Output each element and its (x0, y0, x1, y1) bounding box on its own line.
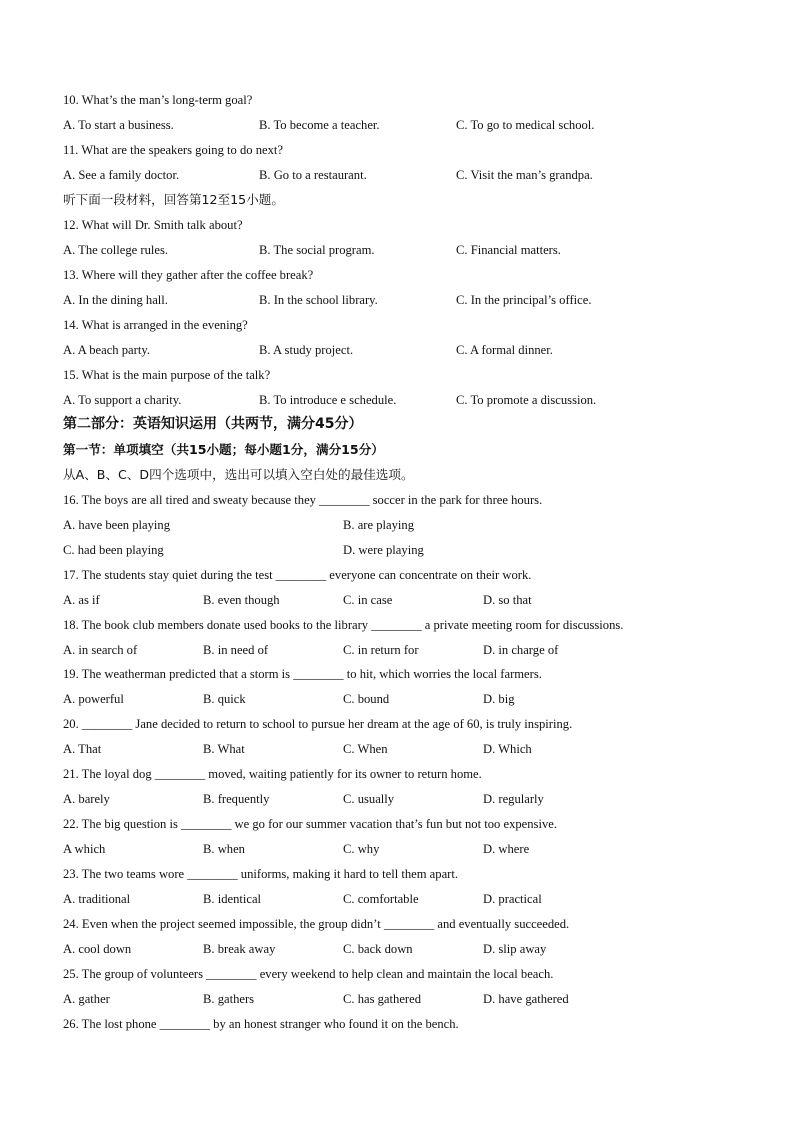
question-11-stem: 11. What are the speakers going to do next? (63, 143, 283, 157)
question-17-option-c: C. in case (343, 593, 393, 607)
question-25-stem: 25. The group of volunteers ________ every weekend to help clean and maintain the local beach. (63, 967, 554, 981)
question-25-option-a: A. gather (63, 992, 110, 1006)
question-23-option-c: C. comfortable (343, 892, 419, 906)
question-25-option-b: B. gathers (203, 992, 255, 1006)
question-16-option-d: D. were playing (343, 543, 424, 557)
question-14-option-b: B. A study project. (259, 343, 354, 357)
question-18-option-d: D. in charge of (483, 643, 559, 657)
question-14-option-a: A. A beach party. (63, 343, 150, 357)
question-22-option-a: A which (63, 842, 106, 856)
question-25-option-c: C. has gathered (343, 992, 421, 1006)
question-16-stem: 16. The boys are all tired and sweaty because they ________ soccer in the park for three hours. (63, 493, 543, 507)
question-15-option-a: A. To support a charity. (63, 393, 182, 407)
section-1-instruction: 从A、B、C、D四个选项中，选出可以填入空白处的最佳选项。 (63, 467, 414, 482)
question-11-option-a: A. See a family doctor. (63, 168, 180, 182)
question-18-stem: 18. The book club members donate used books to the library ________ a private meeting room for discussions. (63, 618, 624, 632)
question-26-stem: 26. The lost phone ________ by an honest stranger who found it on the bench. (63, 1017, 459, 1031)
question-20-option-b: B. What (203, 742, 245, 756)
question-16-option-c: C. had been playing (63, 543, 164, 557)
question-12-option-b: B. The social program. (259, 243, 375, 257)
part-2-heading: 第二部分：英语知识运用（共两节，满分45分） (63, 416, 363, 432)
question-19-option-b: B. quick (203, 692, 246, 706)
question-20-stem: 20. ________ Jane decided to return to school to pursue her dream at the age of 60, is truly inspiring. (63, 717, 573, 731)
question-20-option-a: A. That (63, 742, 102, 756)
question-22-stem: 22. The big question is ________ we go for our summer vacation that’s fun but not too expensive. (63, 817, 557, 831)
question-24-option-c: C. back down (343, 942, 413, 956)
question-17-option-b: B. even though (203, 593, 280, 607)
question-23-option-b: B. identical (203, 892, 262, 906)
question-12-option-a: A. The college rules. (63, 243, 169, 257)
question-23-stem: 23. The two teams wore ________ uniforms, making it hard to tell them apart. (63, 867, 458, 881)
question-19-option-d: D. big (483, 692, 515, 706)
question-12-option-c: C. Financial matters. (456, 243, 561, 257)
question-22-option-d: D. where (483, 842, 530, 856)
question-25-option-d: D. have gathered (483, 992, 569, 1006)
question-18-option-c: C. in return for (343, 643, 419, 657)
question-10-stem: 10. What’s the man’s long-term goal? (63, 93, 253, 107)
question-19-stem: 19. The weatherman predicted that a storm is ________ to hit, which worries the local farmers. (63, 667, 542, 681)
question-15-stem: 15. What is the main purpose of the talk? (63, 368, 271, 382)
question-24-option-d: D. slip away (483, 942, 547, 956)
question-18-option-b: B. in need of (203, 643, 269, 657)
question-13-option-a: A. In the dining hall. (63, 293, 168, 307)
question-15-option-b: B. To introduce e schedule. (259, 393, 397, 407)
question-14-option-c: C. A formal dinner. (456, 343, 553, 357)
question-20-option-c: C. When (343, 742, 388, 756)
question-16-option-a: A. have been playing (63, 518, 171, 532)
question-13-stem: 13. Where will they gather after the coffee break? (63, 268, 314, 282)
question-11-option-b: B. Go to a restaurant. (259, 168, 367, 182)
question-21-option-c: C. usually (343, 792, 395, 806)
question-22-option-c: C. why (343, 842, 380, 856)
question-14-stem: 14. What is arranged in the evening? (63, 318, 248, 332)
question-17-option-a: A. as if (63, 593, 100, 607)
question-21-stem: 21. The loyal dog ________ moved, waiting patiently for its owner to return home. (63, 767, 482, 781)
section-1-heading: 第一节：单项填空（共15小题；每小题1分，满分15分） (63, 442, 384, 457)
question-23-option-d: D. practical (483, 892, 542, 906)
question-18-option-a: A. in search of (63, 643, 138, 657)
question-10-option-c: C. To go to medical school. (456, 118, 595, 132)
question-10-option-b: B. To become a teacher. (259, 118, 380, 132)
question-12-stem: 12. What will Dr. Smith talk about? (63, 218, 243, 232)
question-21-option-a: A. barely (63, 792, 110, 806)
question-24-option-b: B. break away (203, 942, 276, 956)
question-22-option-b: B. when (203, 842, 245, 856)
listening-instruction-12-15: 听下面一段材料，回答第12至15小题。 (63, 192, 284, 207)
question-19-option-c: C. bound (343, 692, 390, 706)
question-15-option-c: C. To promote a discussion. (456, 393, 597, 407)
question-10-option-a: A. To start a business. (63, 118, 174, 132)
question-21-option-b: B. frequently (203, 792, 270, 806)
question-16-option-b: B. are playing (343, 518, 414, 532)
question-17-option-d: D. so that (483, 593, 532, 607)
question-13-option-b: B. In the school library. (259, 293, 378, 307)
question-17-stem: 17. The students stay quiet during the test ________ everyone can concentrate on their work. (63, 568, 532, 582)
question-13-option-c: C. In the principal’s office. (456, 293, 592, 307)
question-19-option-a: A. powerful (63, 692, 124, 706)
question-11-option-c: C. Visit the man’s grandpa. (456, 168, 593, 182)
question-24-option-a: A. cool down (63, 942, 132, 956)
question-23-option-a: A. traditional (63, 892, 131, 906)
question-21-option-d: D. regularly (483, 792, 544, 806)
question-20-option-d: D. Which (483, 742, 532, 756)
question-24-stem: 24. Even when the project seemed impossible, the group didn’t ________ and eventually succeeded. (63, 917, 570, 931)
